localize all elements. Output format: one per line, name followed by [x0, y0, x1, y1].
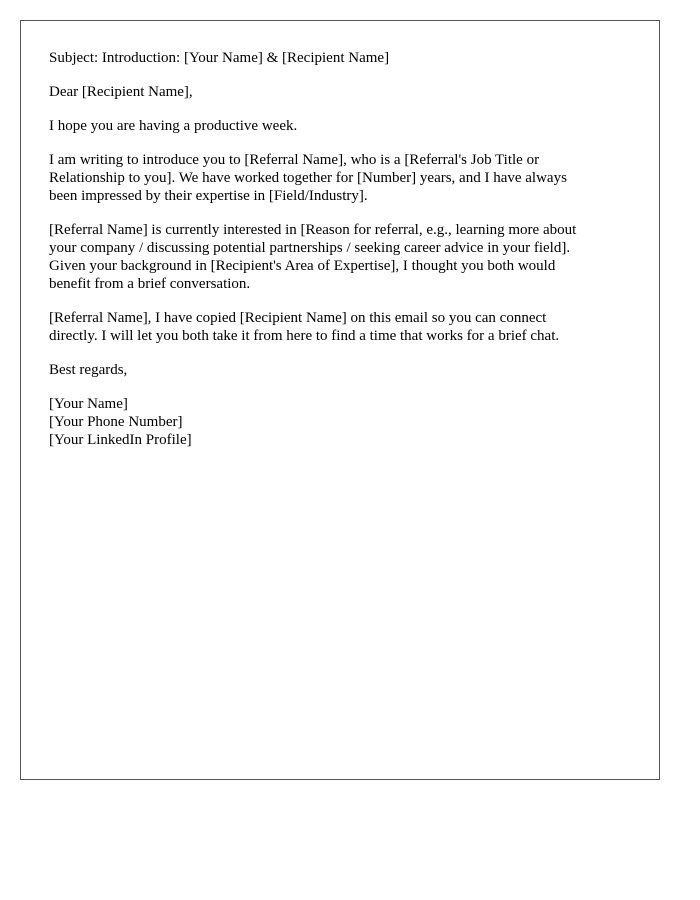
introduction-paragraph	[49, 151, 629, 205]
paragraph-line: benefit from a brief conversation.	[49, 276, 251, 292]
paragraph-line: Given your background in [Recipient's Area of Expertise], I thought you both would	[49, 258, 556, 274]
letter-body	[49, 49, 629, 449]
signature-name: [Your Name]	[49, 396, 128, 412]
subject-line: Subject: Introduction: [Your Name] & [Recipient Name]	[49, 50, 390, 66]
paragraph-line: directly. I will let you both take it from here to find a time that works for a brief chat.	[49, 328, 560, 344]
reason-paragraph	[49, 221, 629, 293]
paragraph-line: [Referral Name], I have copied [Recipient Name] on this email so you can connect	[49, 310, 547, 326]
paragraph-line: Relationship to you]. We have worked together for [Number] years, and I have always	[49, 170, 567, 186]
signature-block	[49, 395, 629, 449]
paragraph-line: been impressed by their expertise in [Field/Industry].	[49, 188, 368, 204]
signature-phone: [Your Phone Number]	[49, 414, 183, 430]
paragraph-line: your company / discussing potential partnerships / seeking career advice in your field].	[49, 240, 571, 256]
letter-frame	[20, 20, 660, 780]
greeting: Dear [Recipient Name],	[49, 84, 193, 100]
connect-paragraph	[49, 309, 629, 345]
signature-linkedin: [Your LinkedIn Profile]	[49, 432, 192, 448]
paragraph-line: [Referral Name] is currently interested in [Reason for referral, e.g., learning more about	[49, 222, 577, 238]
opening-line: I hope you are having a productive week.	[49, 118, 298, 134]
closing: Best regards,	[49, 362, 128, 378]
paragraph-line: I am writing to introduce you to [Referral Name], who is a [Referral's Job Title or	[49, 152, 540, 168]
